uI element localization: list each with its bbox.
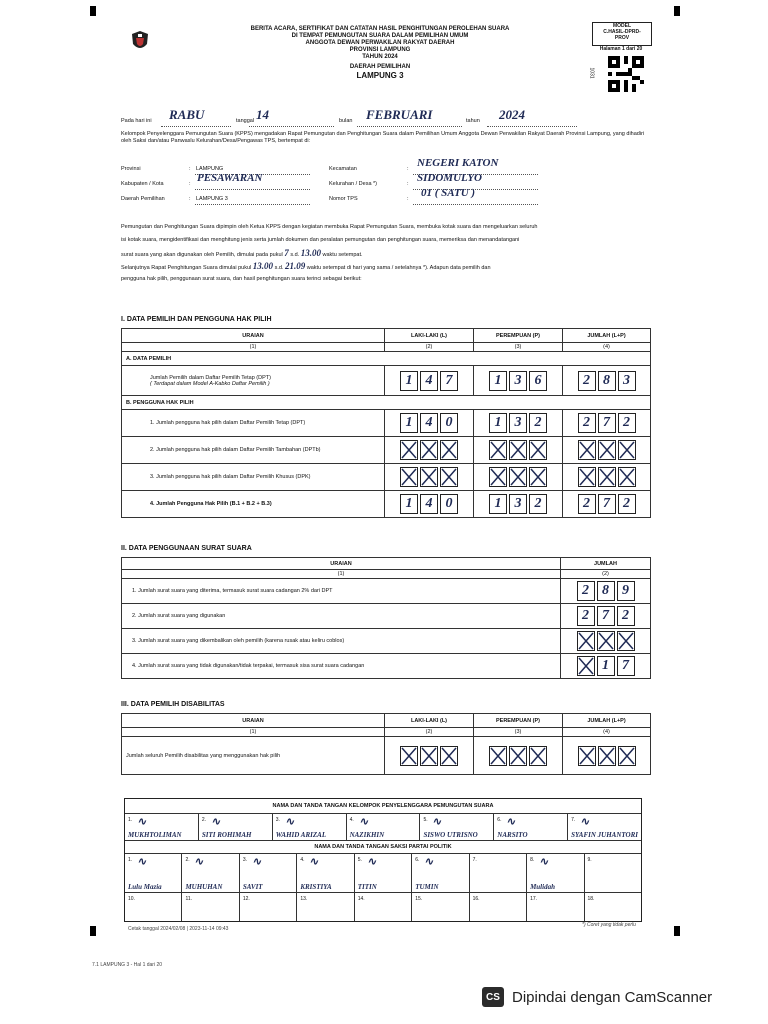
procedure-line-1: Pemungutan dan Penghitungan Suara dipimpin oleh Ketua KPPS dengan kegiatan membuka Rapat Pemungutan Suara, membuka kotak suara dan mengeluarkan seluruh xyxy=(121,224,538,230)
section-2-title: II. DATA PENGGUNAAN SURAT SUARA xyxy=(121,545,252,552)
s1-b-row-3 xyxy=(122,464,651,491)
digit-box: 3 xyxy=(509,413,527,433)
crossed-digit-box xyxy=(578,440,596,460)
daerah-label: DAERAH PEMILIHAN xyxy=(349,64,411,70)
saksi-signature-cell xyxy=(585,854,641,892)
signature-scribble: ∿ xyxy=(366,855,377,869)
crossed-digit-box xyxy=(509,440,527,460)
signature-scribble: ∿ xyxy=(193,855,205,869)
digit-box: 3 xyxy=(509,371,527,391)
signature-number: 16. xyxy=(472,896,480,902)
s1-num-2: (2) xyxy=(385,343,474,352)
crossed-digit-box xyxy=(529,440,547,460)
crossed-digit-box xyxy=(440,746,458,766)
crossed-digit-box xyxy=(400,440,418,460)
signature-number: 3. xyxy=(242,857,248,863)
voting-time-suffix: waktu setempat. xyxy=(322,252,363,258)
crossed-digit-box xyxy=(529,746,547,766)
kecamatan-value: NEGERI KATON xyxy=(417,157,499,169)
corner-mark-top-left xyxy=(90,6,96,16)
s1-b3-jumlah-digits xyxy=(563,467,650,487)
kpps-signature-cell xyxy=(273,814,347,840)
s1-b-title: B. PENGGUNA HAK PILIH xyxy=(122,396,651,410)
digit-box: 2 xyxy=(577,606,595,626)
saksi-sign-row-1 xyxy=(125,854,641,893)
signer-name: SYAFIN JUHANTORI xyxy=(571,831,638,839)
crossed-digit-box xyxy=(529,467,547,487)
title-line-2: DI TEMPAT PEMUNGUTAN SUARA DALAM PEMILIHAN UMUM xyxy=(291,33,469,39)
signature-scribble: ∿ xyxy=(538,855,549,869)
digit-box: 0 xyxy=(440,494,458,514)
kpps-signature-cell xyxy=(420,814,494,840)
digit-box: 3 xyxy=(618,371,636,391)
digit-box: 7 xyxy=(617,656,635,676)
signature-number: 15. xyxy=(415,896,423,902)
signature-scribble: ∿ xyxy=(358,815,369,829)
signature-number: 9. xyxy=(587,857,592,863)
saksi-signature-cell xyxy=(412,854,469,892)
s1-b-row-2-label: 2. Jumlah pengguna hak pilih dalam Daftar Pemilih Tambahan (DPTb) xyxy=(122,437,385,464)
procedure-line-4 xyxy=(121,263,661,276)
section-2-table xyxy=(121,557,651,679)
crossed-digit-box xyxy=(598,746,616,766)
crossed-digit-box xyxy=(577,656,595,676)
kpu-logo xyxy=(130,30,150,54)
section-3-table xyxy=(121,713,651,775)
s2-num-2: (2) xyxy=(561,570,651,579)
signature-number: 7. xyxy=(472,857,477,863)
signature-scribble: ∿ xyxy=(431,815,443,829)
signature-number: 10. xyxy=(128,896,135,902)
kabupaten-value: PESAWARAN xyxy=(197,172,263,184)
signature-number: 1. xyxy=(128,857,133,863)
s1-num-3: (3) xyxy=(474,343,563,352)
digit-box: 1 xyxy=(489,371,507,391)
signature-scribble: ∿ xyxy=(210,815,221,829)
document-title xyxy=(170,26,590,81)
digit-box: 4 xyxy=(420,371,438,391)
signature-number: 1. xyxy=(128,817,133,823)
digit-box: 8 xyxy=(598,371,616,391)
section-3-title: III. DATA PEMILIH DISABILITAS xyxy=(121,701,225,708)
saksi-signature-cell xyxy=(527,854,584,892)
digit-box: 2 xyxy=(529,494,547,514)
s3-row xyxy=(122,737,651,775)
kabupaten-label: Kabupaten / Kota xyxy=(121,181,164,187)
signature-number: 5. xyxy=(423,817,428,823)
halaman-label: Halaman 1 dari 20 xyxy=(599,46,643,52)
signature-number: 18. xyxy=(587,896,595,902)
corner-mark-bottom-right xyxy=(674,926,680,936)
s1-b2-perempuan-digits xyxy=(474,440,562,460)
crossed-digit-box xyxy=(578,746,596,766)
saksi-signature-cell xyxy=(585,893,641,921)
crossed-digit-box xyxy=(617,631,635,651)
s2-row-2 xyxy=(122,604,651,629)
signature-number: 7. xyxy=(571,817,576,823)
s1-a-row xyxy=(122,366,651,396)
digit-box: 4 xyxy=(420,494,438,514)
crossed-digit-box xyxy=(577,631,595,651)
model-line-3: PROV xyxy=(614,35,630,41)
saksi-sign-row-2 xyxy=(125,893,641,921)
intro-date-line xyxy=(121,107,661,127)
kecamatan-label: Kecamatan xyxy=(329,166,357,172)
bulan-value: FEBRUARI xyxy=(366,107,433,122)
s2-row-2-label: 2. Jumlah surat suara yang digunakan xyxy=(122,604,561,629)
crossed-digit-box xyxy=(420,440,438,460)
voting-end: 13.00 xyxy=(300,248,321,258)
saksi-signature-cell xyxy=(355,893,412,921)
s1-b-row-1-label: 1. Jumlah pengguna hak pilih dalam Daftar Pemilih Tetap (DPT) xyxy=(122,410,385,437)
signer-name: WAHID ARIZAL xyxy=(275,831,327,839)
location-block: Provinsi : LAMPUNG Kabupaten / Kota : PESAWARAN Daerah Pemilihan : LAMPUNG 3 Kecamatan : NEGERI KATON Kelurahan / Desa *) : SIDOMULYO Nomor TPS : 01 ( SATU ) xyxy=(121,164,661,208)
kpps-sign-row xyxy=(125,814,641,841)
camscanner-logo-text: CS xyxy=(486,991,500,1003)
s1-col-laki: LAKI-LAKI (L) xyxy=(385,329,474,343)
signer-name: NARSITO xyxy=(497,831,528,839)
s3-num-1: (1) xyxy=(122,728,385,737)
s2-row-1 xyxy=(122,579,651,604)
intro-paragraph: Kelompok Penyelenggara Pemungutan Suara (KPPS) mengadakan Rapat Pemungutan dan Penghitungan Suara dalam Pemilihan Umum Anggota Dewan Perwakilan Rakyat Daerah Provinsi Lampung, yang dihadiri oleh Saksi dan/atau Panwaslu Kelurahan/Desa/Pengawas TPS, bertempat di: xyxy=(121,131,645,144)
s1-b1-laki-digits xyxy=(385,413,473,433)
crossed-digit-box xyxy=(598,467,616,487)
signature-number: 6. xyxy=(415,857,420,863)
saksi-signature-cell xyxy=(527,893,584,921)
crossed-digit-box xyxy=(578,467,596,487)
crossed-digit-box xyxy=(598,440,616,460)
s2-row-4 xyxy=(122,654,651,679)
s1-b4-jumlah-digits xyxy=(563,494,650,514)
s1-b1-perempuan-digits xyxy=(474,413,562,433)
digit-box: 1 xyxy=(597,656,615,676)
s1-b4-perempuan-digits xyxy=(474,494,562,514)
crossed-digit-box xyxy=(400,746,418,766)
s1-a-row-sub: ( Terdapat dalam Model A-Kabko Daftar Pemilih ) xyxy=(150,380,270,387)
saksi-signature-cell xyxy=(125,893,182,921)
counting-end: 21.09 xyxy=(284,261,306,271)
digit-box: 7 xyxy=(598,413,616,433)
s3-col-laki: LAKI-LAKI (L) xyxy=(385,714,474,728)
digit-box: 2 xyxy=(618,494,636,514)
s1-a-title: A. DATA PEMILIH xyxy=(122,352,651,366)
signature-number: 12. xyxy=(242,896,250,902)
tps-label: Nomor TPS xyxy=(329,196,358,202)
camscanner-text: Dipindai dengan CamScanner xyxy=(512,988,713,1006)
signature-number: 4. xyxy=(349,817,354,823)
model-line-2: C.HASIL-DPRD- xyxy=(603,29,641,35)
signer-name: KRISTIYA xyxy=(300,883,332,891)
s2-row-3-label: 3. Jumlah surat suara yang dikembalikan oleh pemilih (karena rusak atau keliru coblos) xyxy=(122,629,561,654)
signature-number: 5. xyxy=(357,857,362,863)
signature-number: 11. xyxy=(185,896,193,902)
s2-row-3-digits xyxy=(561,631,650,651)
signature-scribble: ∿ xyxy=(136,855,147,869)
signature-scribble: ∿ xyxy=(423,855,435,869)
footnote: *) Coret yang tidak perlu xyxy=(582,922,636,928)
saksi-signature-cell xyxy=(355,854,412,892)
s3-num-4: (4) xyxy=(563,728,651,737)
saksi-signature-cell xyxy=(297,854,354,892)
digit-box: 7 xyxy=(598,494,616,514)
tahun-label: tahun xyxy=(466,118,480,124)
s2-row-2-digits xyxy=(561,606,650,626)
digit-box: 7 xyxy=(597,606,615,626)
dapil-value: LAMPUNG 3 xyxy=(196,196,228,202)
counting-start: 13.00 xyxy=(252,261,274,271)
s2-col-jumlah: JUMLAH xyxy=(561,558,651,570)
signature-number: 14. xyxy=(357,896,365,902)
camscanner-logo-icon xyxy=(482,987,504,1007)
s2-row-4-digits xyxy=(561,656,650,676)
crossed-digit-box xyxy=(509,746,527,766)
s1-b2-jumlah-digits xyxy=(563,440,650,460)
s1-b-row-4-label: 4. Jumlah Pengguna Hak Pilih (B.1 + B.2 + B.3) xyxy=(122,491,385,518)
signature-number: 4. xyxy=(300,857,305,863)
section-1-table xyxy=(121,328,651,518)
signature-number: 8. xyxy=(530,857,535,863)
digit-box: 8 xyxy=(597,581,615,601)
digit-box: 4 xyxy=(420,413,438,433)
s1-a-row-label: Jumlah Pemilih dalam Daftar Pemilih Tetap (DPT) xyxy=(150,374,271,381)
saksi-signature-cell xyxy=(125,854,182,892)
s1-col-uraian: URAIAN xyxy=(122,329,385,343)
signer-name: MUHUHAN xyxy=(185,883,223,891)
signer-name: NAZIKHIN xyxy=(349,831,385,839)
saksi-signature-cell xyxy=(182,893,239,921)
signer-name: TITIN xyxy=(357,883,377,891)
s1-b2-laki-digits xyxy=(385,440,473,460)
digit-box: 9 xyxy=(617,581,635,601)
digit-box: 6 xyxy=(529,371,547,391)
signature-number: 17. xyxy=(530,896,538,902)
provinsi-value: LAMPUNG xyxy=(196,166,224,172)
digit-box: 0 xyxy=(440,413,458,433)
s2-row-1-label: 1. Jumlah surat suara yang diterima, termasuk surat suara cadangan 2% dari DPT xyxy=(122,579,561,604)
procedure-line-2: isi kotak suara, mengidentifikasi dan menghitung jenis serta jumlah dokumen dan peralatan pemungutan dan penghitungan suara, memeriksa dan menandatangani xyxy=(121,237,520,243)
title-line-1: BERITA ACARA, SERTIFIKAT DAN CATATAN HASIL PENGHITUNGAN PEROLEHAN SUARA xyxy=(250,26,510,32)
s1-b-row-4 xyxy=(122,491,651,518)
s1-b-row-1 xyxy=(122,410,651,437)
saksi-signature-cell xyxy=(297,893,354,921)
s1-a-perempuan-digits xyxy=(474,371,562,391)
saksi-signature-cell xyxy=(240,893,297,921)
digit-box: 2 xyxy=(578,494,596,514)
digit-box: 1 xyxy=(400,371,418,391)
saksi-signature-cell xyxy=(182,854,239,892)
s1-num-4: (4) xyxy=(563,343,651,352)
s3-col-uraian: URAIAN xyxy=(122,714,385,728)
crossed-digit-box xyxy=(440,467,458,487)
voting-sd: s.d. xyxy=(290,252,300,258)
provinsi-label: Provinsi xyxy=(121,166,141,172)
digit-box: 2 xyxy=(577,581,595,601)
s2-num-1: (1) xyxy=(122,570,561,579)
s1-col-jumlah: JUMLAH (L+P) xyxy=(563,329,651,343)
s3-col-jumlah: JUMLAH (L+P) xyxy=(563,714,651,728)
digit-box: 2 xyxy=(578,413,596,433)
digit-box: 2 xyxy=(529,413,547,433)
saksi-sign-title: NAMA DAN TANDA TANGAN SAKSI PARTAI POLITIK xyxy=(125,841,641,854)
s1-num-1: (1) xyxy=(122,343,385,352)
signature-number: 6. xyxy=(497,817,502,823)
counting-time-suffix: waktu setempat di hari yang sama / setelahnya *). Adapun data pemilih dan xyxy=(306,265,491,271)
kpps-sign-title: NAMA DAN TANDA TANGAN KELOMPOK PENYELENGGARA PEMUNGUTAN SUARA xyxy=(125,799,641,814)
kpps-signature-cell xyxy=(568,814,641,840)
digit-box: 1 xyxy=(489,494,507,514)
crossed-digit-box xyxy=(618,440,636,460)
signer-name: SISWO UTRISNO xyxy=(423,831,478,839)
signature-scribble: ∿ xyxy=(505,815,517,829)
qr-side-text: 1031 xyxy=(588,67,595,79)
s2-row-1-digits xyxy=(561,581,650,601)
signature-scribble: ∿ xyxy=(136,815,147,829)
daerah-value: LAMPUNG 3 xyxy=(356,71,404,80)
s3-laki-digits xyxy=(385,746,473,766)
crossed-digit-box xyxy=(489,746,507,766)
digit-box: 2 xyxy=(617,606,635,626)
s1-col-perempuan: PEREMPUAN (P) xyxy=(474,329,563,343)
digit-box: 2 xyxy=(618,413,636,433)
s3-col-perempuan: PEREMPUAN (P) xyxy=(474,714,563,728)
procedure-paragraph xyxy=(121,224,661,283)
digit-box: 1 xyxy=(400,494,418,514)
s2-row-3 xyxy=(122,629,651,654)
s1-b-row-3-label: 3. Jumlah pengguna hak pilih dalam Daftar Pemilih Khusus (DPK) xyxy=(122,464,385,491)
procedure-line-3 xyxy=(121,250,661,263)
title-line-3: ANGGOTA DEWAN PERWAKILAN RAKYAT DAERAH xyxy=(305,40,455,46)
signer-name: TUMIN xyxy=(415,883,439,891)
kelurahan-label: Kelurahan / Desa *) xyxy=(329,181,377,187)
crossed-digit-box xyxy=(489,467,507,487)
crossed-digit-box xyxy=(597,631,615,651)
s1-b4-laki-digits xyxy=(385,494,473,514)
kpps-signature-cell xyxy=(199,814,273,840)
procedure-line-3-text: surat suara yang akan digunakan oleh Pemilih, dimulai pada pukul xyxy=(121,252,283,258)
hari-value: RABU xyxy=(169,107,205,122)
corner-mark-top-right xyxy=(674,6,680,16)
dapil-label: Daerah Pemilihan xyxy=(121,196,165,202)
signer-name: SITI ROHIMAH xyxy=(201,831,252,839)
pada-hari-label: Pada hari ini xyxy=(121,118,152,124)
crossed-digit-box xyxy=(420,746,438,766)
kpps-signature-cell xyxy=(494,814,568,840)
kelurahan-value: SIDOMULYO xyxy=(417,172,482,184)
s3-num-2: (2) xyxy=(385,728,474,737)
signature-number: 13. xyxy=(300,896,308,902)
digit-box: 2 xyxy=(578,371,596,391)
saksi-signature-cell xyxy=(240,854,297,892)
model-box xyxy=(592,22,652,46)
model-line-1: MODEL xyxy=(612,23,632,29)
print-stamp: Cetak tanggal 2024/02/08 | 2023-11-14 09:43 xyxy=(128,926,229,932)
corner-mark-bottom-left xyxy=(90,926,96,936)
crossed-digit-box xyxy=(489,440,507,460)
procedure-line-4-text: Selanjutnya Rapat Penghitungan Suara dimulai pukul xyxy=(121,265,252,271)
crossed-digit-box xyxy=(420,467,438,487)
section-1-title: I. DATA PEMILIH DAN PENGGUNA HAK PILIH xyxy=(121,316,272,323)
s3-row-label: Jumlah seluruh Pemilih disabilitas yang menggunakan hak pilih xyxy=(122,737,385,775)
tanggal-label: tanggal xyxy=(236,118,255,124)
bulan-label: bulan xyxy=(339,118,353,124)
signature-number: 2. xyxy=(201,817,207,823)
digit-box: 3 xyxy=(509,494,527,514)
digit-box: 7 xyxy=(440,371,458,391)
s1-a-jumlah-digits xyxy=(563,371,650,391)
tanggal-value: 14 xyxy=(256,107,269,122)
s1-b1-jumlah-digits xyxy=(563,413,650,433)
digit-box: 1 xyxy=(489,413,507,433)
saksi-signature-cell xyxy=(470,893,527,921)
crossed-digit-box xyxy=(618,467,636,487)
title-line-4: PROVINSI LAMPUNG xyxy=(349,47,411,53)
signature-scribble: ∿ xyxy=(251,855,262,869)
procedure-line-5: pengguna hak pilih, penggunaan surat suara, dan hasil penghitungan suara terinci sebagai berikut: xyxy=(121,276,362,282)
signature-block xyxy=(124,798,642,922)
tahun-value: 2024 xyxy=(499,107,525,122)
s1-a-laki-digits xyxy=(385,371,473,391)
tps-value: 01 ( SATU ) xyxy=(421,187,476,199)
signature-scribble: ∿ xyxy=(308,855,320,869)
signature-scribble: ∿ xyxy=(284,815,295,829)
s1-b3-perempuan-digits xyxy=(474,467,562,487)
signature-scribble: ∿ xyxy=(579,815,591,829)
s1-b-row-2 xyxy=(122,437,651,464)
signer-name: Lulu Mazia xyxy=(128,883,162,891)
kpps-signature-cell xyxy=(125,814,199,840)
qr-code xyxy=(608,56,644,92)
signer-name: Mulidah xyxy=(530,883,555,891)
signer-name: SAVIT xyxy=(242,883,263,891)
crossed-digit-box xyxy=(400,467,418,487)
s1-b3-laki-digits xyxy=(385,467,473,487)
title-line-5: TAHUN 2024 xyxy=(362,54,398,60)
s2-row-4-label: 4. Jumlah surat suara yang tidak digunakan/tidak terpakai, termasuk sisa surat suara cadangan xyxy=(122,654,561,679)
kpps-signature-cell xyxy=(347,814,421,840)
s3-jumlah-digits xyxy=(563,746,650,766)
digit-box: 1 xyxy=(400,413,418,433)
signature-number: 3. xyxy=(275,817,280,823)
saksi-signature-cell xyxy=(470,854,527,892)
voting-start: 7 xyxy=(284,248,289,258)
s3-perempuan-digits xyxy=(474,746,562,766)
s2-col-uraian: URAIAN xyxy=(122,558,561,570)
crossed-digit-box xyxy=(509,467,527,487)
counting-sd: s.d. xyxy=(274,265,284,271)
page-footer: 7.1 LAMPUNG 3 - Hal 1 dari 20 xyxy=(92,962,163,968)
s3-num-3: (3) xyxy=(474,728,563,737)
saksi-signature-cell xyxy=(412,893,469,921)
crossed-digit-box xyxy=(618,746,636,766)
camscanner-watermark xyxy=(482,984,712,1010)
signature-number: 2. xyxy=(185,857,190,863)
crossed-digit-box xyxy=(440,440,458,460)
signer-name: MUKHTOLIMAN xyxy=(128,831,182,839)
